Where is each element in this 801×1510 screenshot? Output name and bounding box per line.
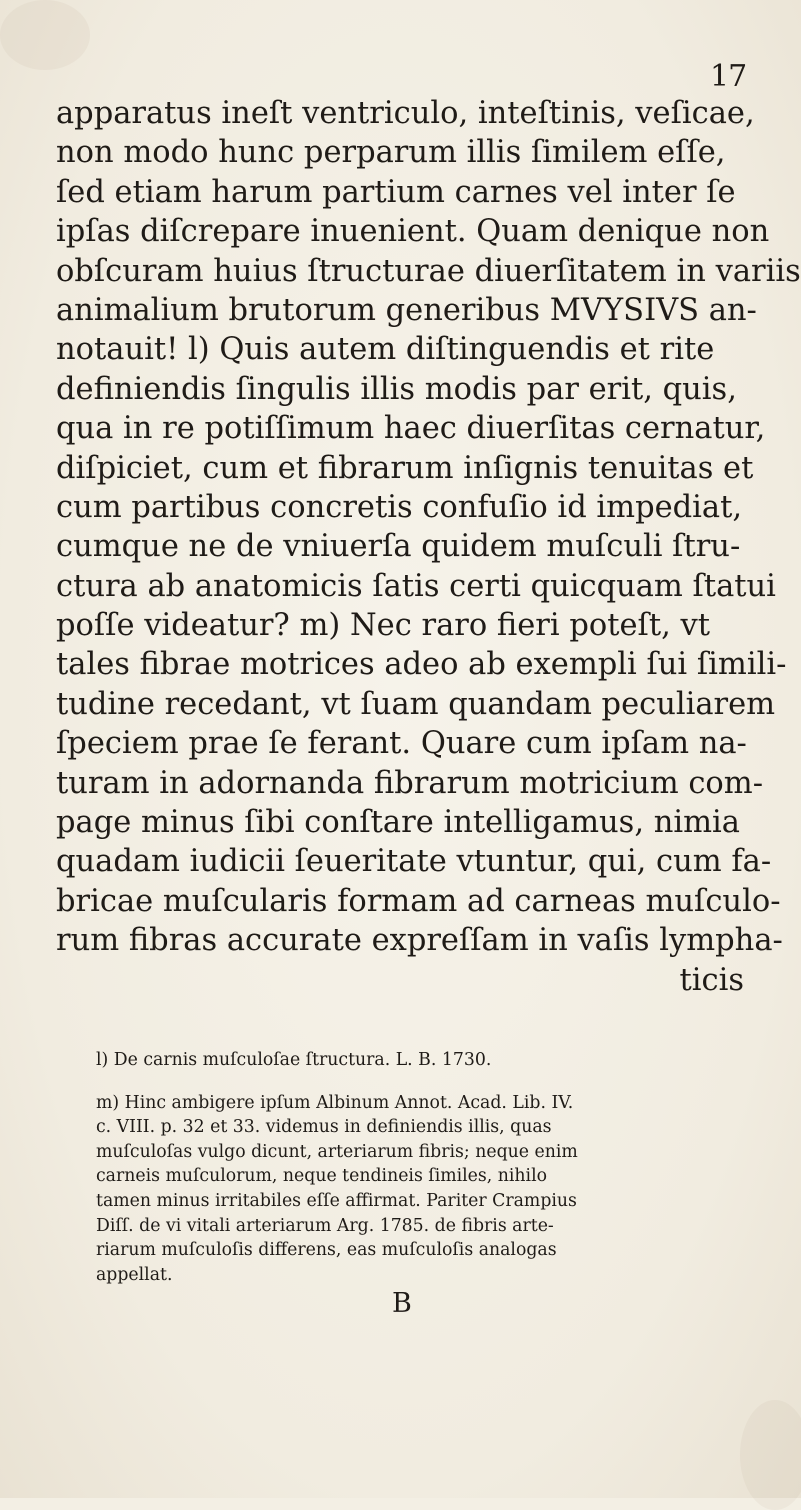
body-line: apparatus ineſt ventriculo, inteſtinis, veſicae,: [56, 96, 755, 131]
body-line: diſpiciet, cum et fibrarum inſignis tenuitas et: [56, 450, 754, 486]
page-number: 17: [710, 59, 747, 94]
body-line: tales fibrae motrices adeo ab exempli ſui ſimili-: [56, 647, 787, 683]
body-line: poſſe videatur? m) Nec raro fieri poteſt, vt: [56, 608, 710, 644]
body-line: bricae muſcularis formam ad carneas muſculo-: [56, 883, 781, 919]
paper-stain: [0, 0, 90, 70]
body-line: ipſas diſcrepare inuenient. Quam denique non: [56, 214, 770, 250]
footnote-m-line: carneis muſculorum, neque tendineis ſimiles, nihilo: [96, 1166, 548, 1187]
body-line: obſcuram huius ſtructurae diuerſitatem in variis: [56, 253, 801, 289]
body-line: tudine recedant, vt ſuam quandam peculiarem: [56, 686, 776, 722]
body-line: ſpeciem prae ſe ferant. Quare cum ipſam na-: [56, 726, 747, 762]
footnote-m-line: tamen minus irritabiles eſſe affirmat. Pariter Crampius: [96, 1190, 577, 1211]
footnote-m-line: riarum muſculoſis differens, eas muſculoſis analogas: [96, 1240, 557, 1261]
body-text: [56, 94, 801, 1000]
footnote-m-line: appellat.: [96, 1264, 173, 1285]
catchword: ticis: [679, 962, 744, 998]
body-line: page minus ſibi conſtare intelligamus, nimia: [56, 805, 740, 841]
footnotes: [96, 1048, 756, 1287]
signature-mark: B: [392, 1288, 412, 1319]
footnote-m-line: m) Hinc ambigere ipſum Albinum Annot. Acad. Lib. IV.: [96, 1092, 574, 1113]
body-line: turam in adornanda fibrarum motricium com-: [56, 765, 764, 801]
footnote-m-line: c. VIII. p. 32 et 33. videmus in definiendis illis, quas: [96, 1117, 552, 1138]
body-line: ctura ab anatomicis ſatis certi quicquam ſtatui: [56, 568, 776, 604]
body-line: cum partibus concretis confuſio id impediat,: [56, 489, 743, 525]
body-line: definiendis ſingulis illis modis par erit, quis,: [56, 371, 737, 407]
body-line: animalium brutorum generibus MVYSIVS an-: [56, 292, 757, 328]
paper-stain: [740, 1400, 801, 1510]
footnote-l: l) De carnis muſculoſae ſtructura. L. B. 1730.: [96, 1050, 492, 1070]
body-line: cumque ne de vniuerſa quidem muſculi ſtru-: [56, 529, 741, 565]
body-line: non modo hunc perparum illis ſimilem eſſe,: [56, 135, 726, 171]
body-line: notauit! l) Quis autem diſtinguendis et rite: [56, 332, 715, 368]
footnote-m-line: muſculoſas vulgo dicunt, arteriarum fibris; neque enim: [96, 1141, 578, 1162]
body-line: qua in re potiſſimum haec diuerſitas cernatur,: [56, 411, 766, 447]
body-line: ſed etiam harum partium carnes vel inter ſe: [56, 174, 736, 210]
body-line: quadam iudicii ſeueritate vtuntur, qui, cum fa-: [56, 844, 772, 880]
footnote-m-line: Diſſ. de vi vitali arteriarum Arg. 1785. de fibris arte-: [96, 1215, 554, 1236]
body-line: rum fibras accurate expreſſam in vaſis lympha-: [56, 923, 783, 959]
